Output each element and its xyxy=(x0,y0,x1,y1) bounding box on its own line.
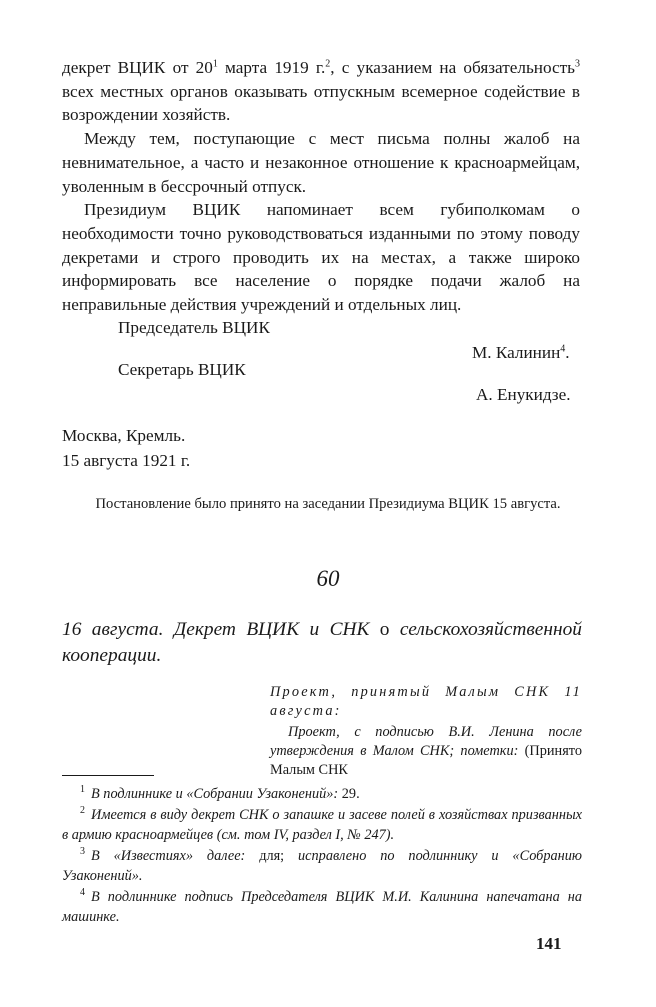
footnote-separator xyxy=(62,775,154,776)
paragraph-1 xyxy=(62,56,580,127)
document-number: 60 xyxy=(316,566,340,591)
footnote-ref-3: 3 xyxy=(574,58,580,70)
footnote-ref-2: 2 xyxy=(325,58,331,70)
chair-signature xyxy=(472,343,570,363)
p1-part-b: марта 1919 г. xyxy=(217,58,326,77)
footnote-ref-4: 4 xyxy=(560,343,566,355)
chair-dot: . xyxy=(565,343,570,362)
chair-name: М. Калинин xyxy=(472,343,561,362)
heading-part-2: о xyxy=(379,619,390,640)
archival-text-2-upright: (Принято Малым СНК xyxy=(270,743,582,778)
footnote-text-4: В подлиннике подпись Председателя ВЦИК М.И. Калинина напечатана на машинке. xyxy=(62,889,582,925)
p1-part-c: , с указанием на обязательность xyxy=(330,58,575,77)
p1-part-a: декрет ВЦИК от 20 xyxy=(62,58,213,77)
footnote-text-1: В подлиннике и «Собрании Узаконений»: xyxy=(91,786,342,802)
archival-text-2: Проект, с подписью В.И. Ленина после утверждения в Малом СНК; пометки: xyxy=(270,724,582,759)
footnote-3 xyxy=(62,846,582,886)
document-heading xyxy=(62,617,582,669)
paragraph-3: Президиум ВЦИК напоминает всем губиполкомам о необходимости точно руководствоваться изданными по этому поводу декретами и строго проводить их на местах, а также широко информировать все население о порядке подачи жалоб на неправильные действия учреждений и отдельных лиц. xyxy=(62,200,580,315)
archival-line-2 xyxy=(270,723,582,780)
footnote-1 xyxy=(62,784,582,804)
footnote-text-3: В «Известиях» далее: xyxy=(91,848,260,864)
page-number: 141 xyxy=(536,934,562,953)
footnotes xyxy=(62,784,582,928)
paragraph-2: Между тем, поступающие с мест письма полны жалоб на невнимательное, а часто и незаконное отношение к красноармейцам, уволенным в бессрочный отпуск. xyxy=(62,129,580,196)
footnote-4 xyxy=(62,887,582,927)
archival-text-1: Проект, принятый Малым СНК 11 августа: xyxy=(270,684,582,719)
footnote-upright-1: 29. xyxy=(341,786,360,802)
archival-line-1 xyxy=(270,683,582,721)
heading-part-3: сельскохозяйственной кооперации. xyxy=(62,619,583,666)
footnote-num-4: 4 xyxy=(80,887,85,899)
footnote-ref-1: 1 xyxy=(212,58,218,70)
secretary-name: А. Енукидзе. xyxy=(476,385,571,404)
secretary-title: Секретарь ВЦИК xyxy=(118,360,246,379)
footnote-upright-3: для; xyxy=(259,848,299,864)
date-line: 15 августа 1921 г. xyxy=(62,451,191,470)
heading-part-1: 16 августа. Декрет ВЦИК и СНК xyxy=(62,619,380,640)
p1-part-d: всех местных органов оказывать отпускным всемерное содействие в возрождении хозяйств. xyxy=(62,81,580,125)
footnote-num-2: 2 xyxy=(80,805,85,817)
footnote-text-2: Имеется в виду декрет СНК о запашке и засеве полей в хозяйствах призванных в армию красноармейцев (см. том IV, раздел I, № 247). xyxy=(62,807,582,843)
footnote-text-3b: исправлено по подлиннику и «Собранию Узаконений». xyxy=(62,848,582,884)
footnote-2 xyxy=(62,805,582,845)
adoption-note: Постановление было принято на заседании Президиума ВЦИК 15 августа. xyxy=(95,496,561,512)
footnote-num-3: 3 xyxy=(80,846,85,858)
chair-title: Председатель ВЦИК xyxy=(118,318,270,337)
place-line: Москва, Кремль. xyxy=(62,426,186,445)
footnote-num-1: 1 xyxy=(80,784,85,796)
main-text xyxy=(62,56,580,317)
